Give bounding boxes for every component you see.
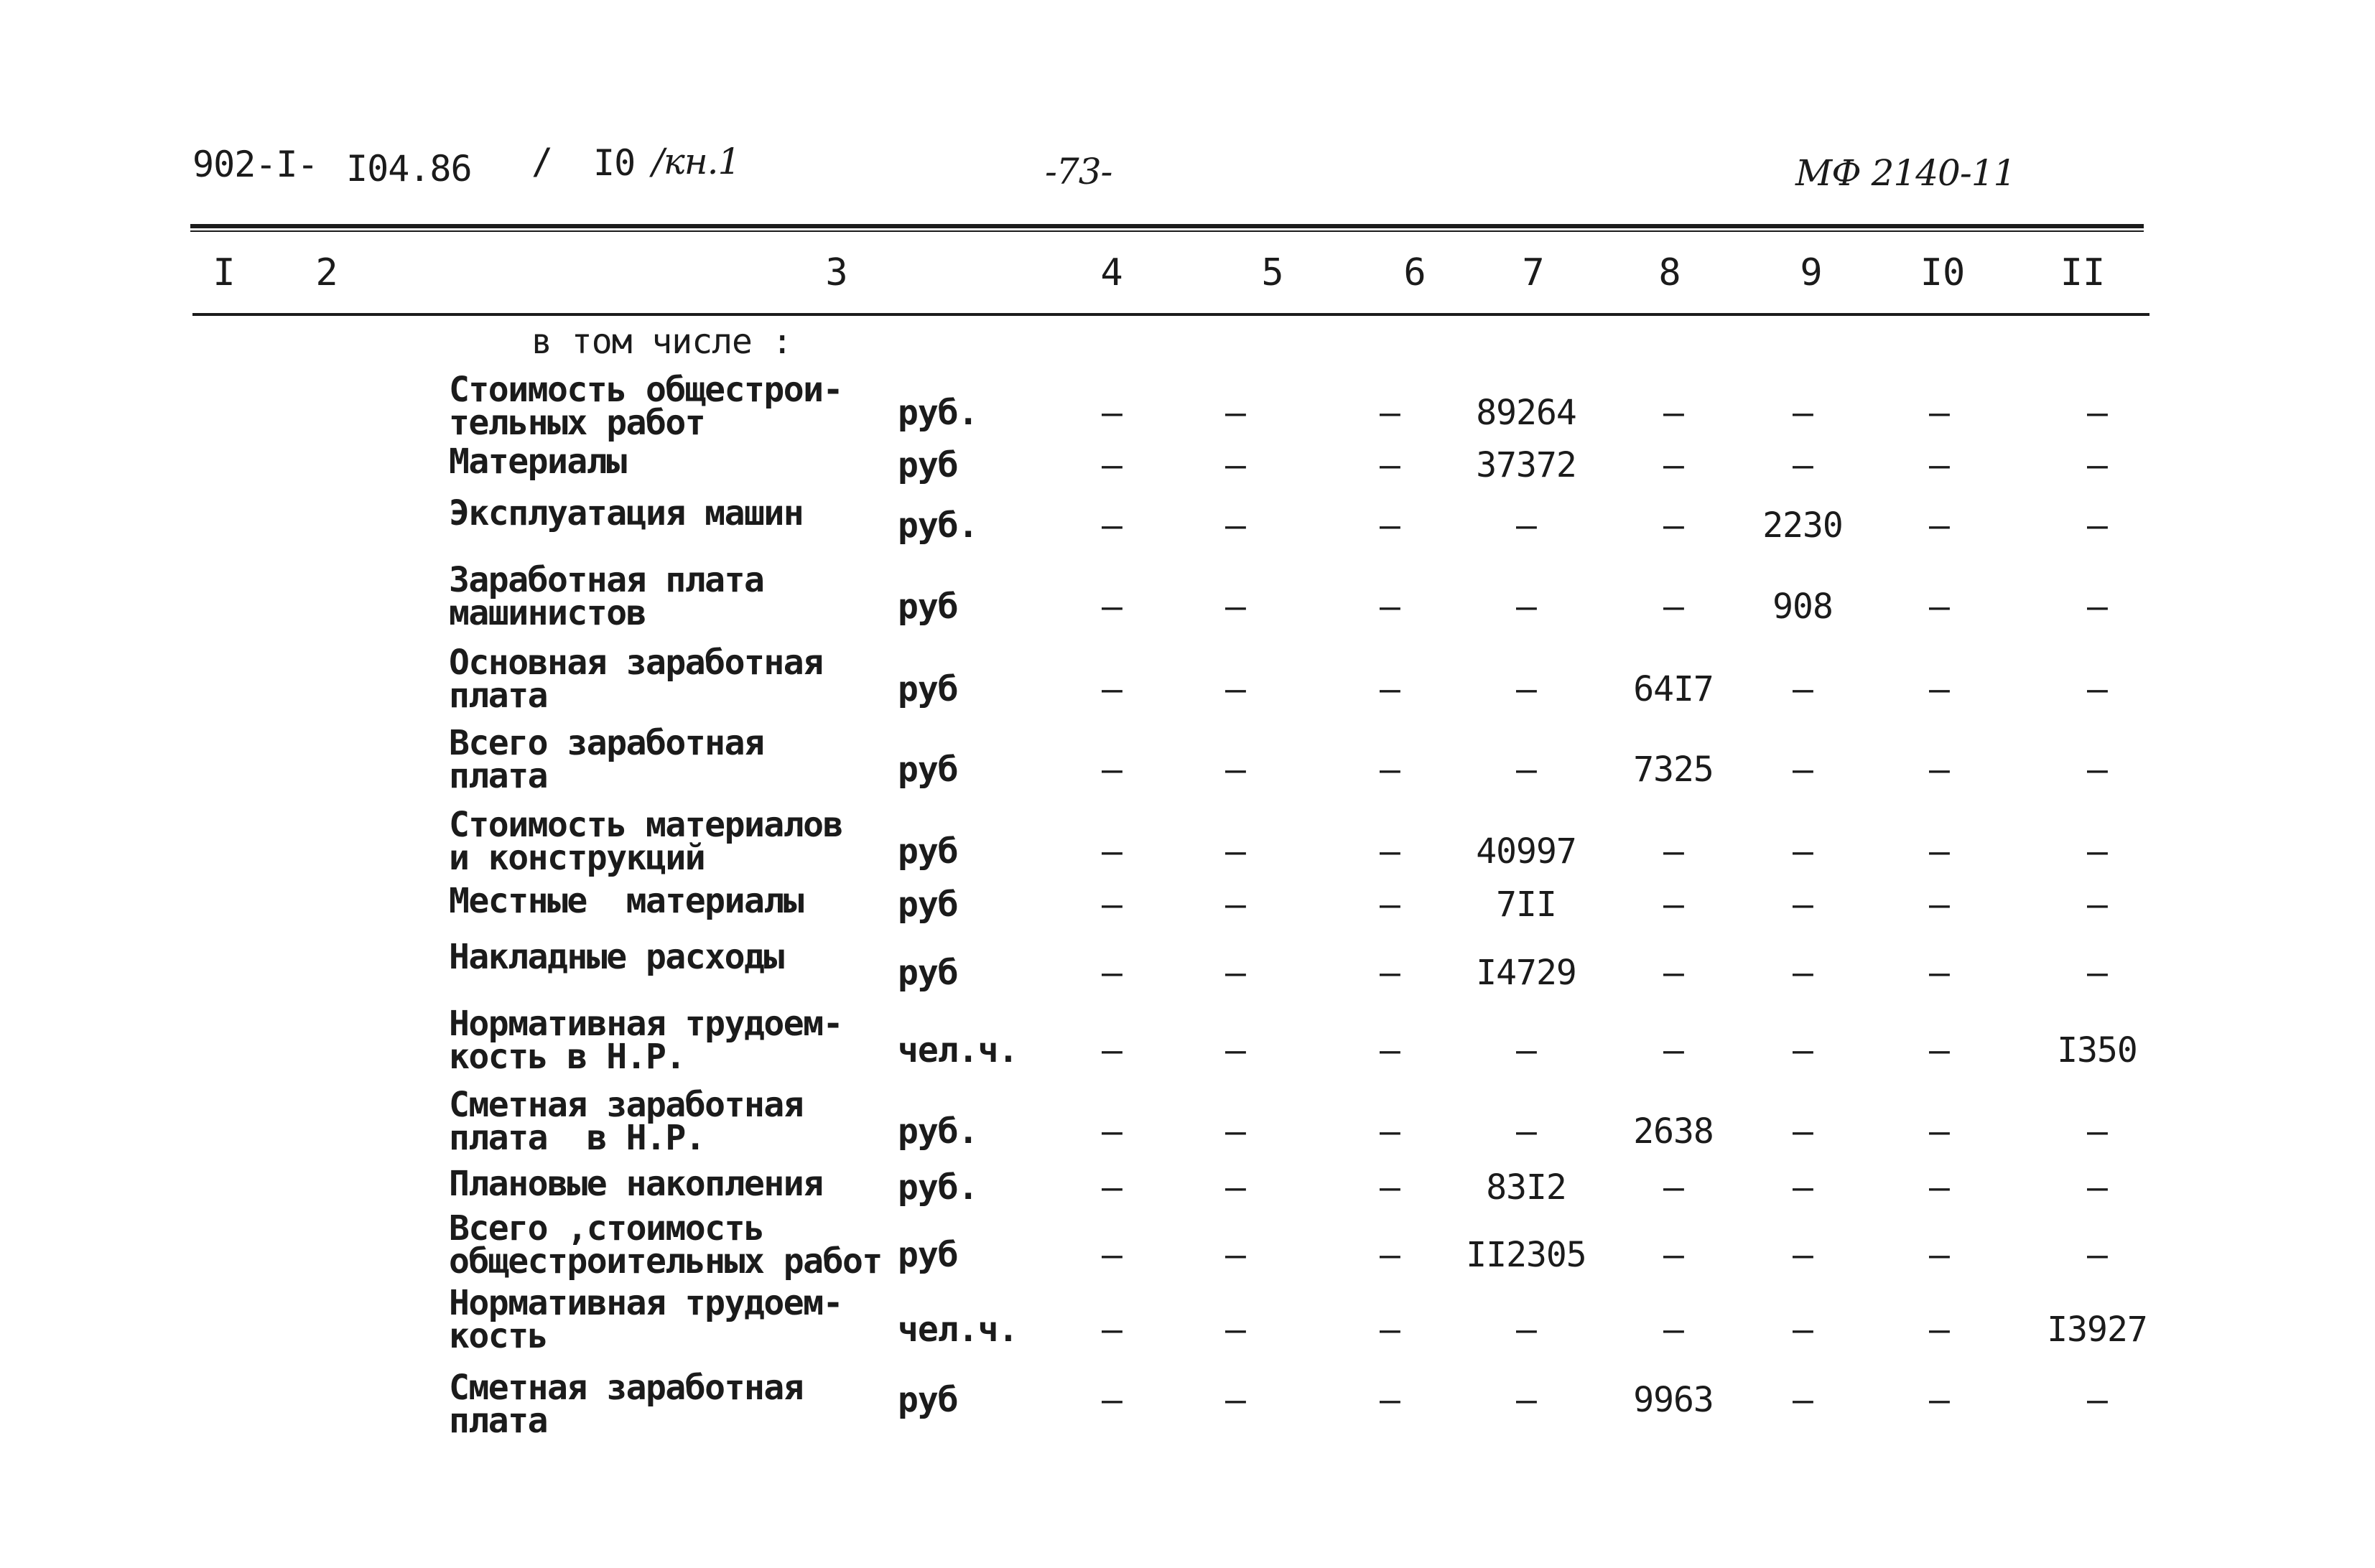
row-value-col-10: – [1929,831,1949,872]
row-value-col-6: – [1380,831,1400,872]
column-header-6: 6 [1403,251,1426,294]
row-item-label: Нормативная трудоем- кость в Н.Р. [449,1004,842,1077]
row-value-col-7: 83I2 [1486,1167,1566,1208]
column-header-11: II [2060,251,2106,294]
row-value-col-10: – [1929,393,1949,433]
row-unit: руб [898,1380,958,1420]
row-unit: руб. [898,505,978,546]
row-value-col-10: – [1929,669,1949,709]
row-value-col-9: – [1793,1030,1813,1070]
row-unit: руб [898,587,958,627]
row-value-col-4: – [1102,445,1122,485]
row-item-label: Нормативная трудоем- кость [449,1283,842,1356]
row-value-col-5: – [1225,1380,1245,1420]
row-value-col-9: – [1793,1310,1813,1350]
row-value-col-7: – [1516,505,1536,546]
row-unit: руб. [898,393,978,433]
row-item-label: Эксплуатация машин [449,493,804,533]
row-value-col-11: – [2087,1380,2107,1420]
column-header-3: 3 [825,251,848,294]
row-value-col-6: – [1380,953,1400,993]
row-value-col-10: – [1929,1310,1949,1350]
row-value-col-5: – [1225,587,1245,627]
row-value-col-7: – [1516,669,1536,709]
row-item-label: Плановые накопления [449,1164,823,1204]
header-bottom-rule [192,313,2149,316]
row-unit: руб [898,669,958,709]
row-value-col-4: – [1102,831,1122,872]
row-value-col-5: – [1225,750,1245,790]
row-unit: чел.ч. [898,1310,1018,1350]
row-value-col-4: – [1102,885,1122,925]
row-unit: руб [898,953,958,993]
row-value-col-8: 2638 [1633,1111,1714,1152]
row-value-col-6: – [1380,445,1400,485]
row-value-col-7: – [1516,750,1536,790]
row-item-label: Материалы [449,442,626,482]
row-value-col-6: – [1380,750,1400,790]
row-value-col-5: – [1225,885,1245,925]
row-value-col-9: – [1793,1167,1813,1208]
row-value-col-8: 64I7 [1633,669,1714,709]
row-value-col-7: II2305 [1466,1235,1586,1275]
row-value-col-4: – [1102,1030,1122,1070]
row-item-label: Сметная заработная плата в Н.Р. [449,1085,804,1158]
row-value-col-7: 89264 [1476,393,1576,433]
row-value-col-11: – [2087,505,2107,546]
row-item-label: Всего ,стоимость общестроительных работ [449,1208,882,1282]
row-value-col-5: – [1225,953,1245,993]
row-value-col-7: – [1516,587,1536,627]
row-value-col-11: – [2087,885,2107,925]
row-value-col-9: 908 [1772,587,1833,627]
row-value-col-10: – [1929,587,1949,627]
row-value-col-7: – [1516,1310,1536,1350]
row-value-col-7: – [1516,1111,1536,1152]
row-value-col-6: – [1380,1380,1400,1420]
row-value-col-10: – [1929,953,1949,993]
row-value-col-11: I3927 [2047,1310,2147,1350]
column-header-1: I [213,251,236,294]
row-value-col-6: – [1380,1111,1400,1152]
row-value-col-8: – [1663,393,1683,433]
row-value-col-5: – [1225,393,1245,433]
row-value-col-11: – [2087,1167,2107,1208]
row-item-label: Всего заработная плата [449,723,764,796]
row-value-col-8: – [1663,505,1683,546]
row-value-col-11: – [2087,445,2107,485]
row-value-col-7: – [1516,1380,1536,1420]
row-value-col-7: – [1516,1030,1536,1070]
row-value-col-4: – [1102,669,1122,709]
row-value-col-7: I4729 [1476,953,1576,993]
row-value-col-10: – [1929,750,1949,790]
row-value-col-8: – [1663,1310,1683,1350]
row-value-col-9: – [1793,831,1813,872]
row-value-col-6: – [1380,393,1400,433]
row-value-col-4: – [1102,505,1122,546]
row-value-col-8: 7325 [1633,750,1714,790]
document-code: 902-I- [192,144,318,185]
row-value-col-6: – [1380,669,1400,709]
row-item-label: Заработная плата машинистов [449,560,764,633]
row-value-col-5: – [1225,1030,1245,1070]
row-value-col-7: 7II [1496,885,1556,925]
row-item-label: Стоимость общестрои- тельных работ [449,370,842,443]
part-number: I0 [593,142,636,184]
row-value-col-5: – [1225,1111,1245,1152]
row-value-col-6: – [1380,885,1400,925]
row-value-col-4: – [1102,587,1122,627]
row-unit: руб [898,1235,958,1275]
row-value-col-4: – [1102,1235,1122,1275]
row-value-col-9: – [1793,393,1813,433]
row-item-label: Местные материалы [449,881,804,921]
row-value-col-8: – [1663,1167,1683,1208]
row-value-col-11: – [2087,393,2107,433]
row-unit: руб. [898,1111,978,1152]
table-top-rule-thin [190,230,2144,232]
row-value-col-6: – [1380,505,1400,546]
row-value-col-11: I350 [2057,1030,2137,1070]
row-value-col-11: – [2087,587,2107,627]
column-header-9: 9 [1800,251,1823,294]
book-note: /кн.1 [652,141,740,182]
row-value-col-10: – [1929,1235,1949,1275]
row-value-col-9: – [1793,1235,1813,1275]
row-value-col-8: – [1663,587,1683,627]
row-value-col-6: – [1380,1310,1400,1350]
row-value-col-10: – [1929,1380,1949,1420]
row-item-label: Накладные расходы [449,937,784,977]
row-value-col-9: – [1793,953,1813,993]
row-item-label: Основная заработная плата [449,643,823,716]
row-value-col-9: – [1793,885,1813,925]
row-value-col-11: – [2087,831,2107,872]
header-slash: / [531,141,553,182]
row-value-col-10: – [1929,1030,1949,1070]
row-value-col-5: – [1225,669,1245,709]
row-value-col-10: – [1929,505,1949,546]
row-value-col-6: – [1380,1167,1400,1208]
row-value-col-4: – [1102,953,1122,993]
row-item-label: Сметная заработная плата [449,1368,804,1441]
row-value-col-10: – [1929,885,1949,925]
row-value-col-8: – [1663,831,1683,872]
row-unit: руб [898,885,958,925]
row-value-col-4: – [1102,750,1122,790]
row-value-col-5: – [1225,1167,1245,1208]
page-number: -73- [1045,151,1112,192]
row-value-col-9: – [1793,445,1813,485]
column-header-4: 4 [1100,251,1123,294]
row-value-col-6: – [1380,1235,1400,1275]
row-value-col-5: – [1225,831,1245,872]
row-value-col-11: – [2087,750,2107,790]
row-value-col-5: – [1225,505,1245,546]
row-value-col-9: – [1793,1380,1813,1420]
column-header-10: I0 [1920,251,1966,294]
row-value-col-11: – [2087,1235,2107,1275]
row-value-col-7: 37372 [1476,445,1576,485]
row-value-col-4: – [1102,1111,1122,1152]
row-value-col-11: – [2087,953,2107,993]
row-value-col-8: – [1663,885,1683,925]
row-unit: руб [898,445,958,485]
row-value-col-4: – [1102,1310,1122,1350]
row-value-col-4: – [1102,1380,1122,1420]
row-value-col-8: – [1663,445,1683,485]
row-value-col-9: 2230 [1762,505,1843,546]
row-item-label: Стоимость материалов и конструкций [449,805,842,878]
row-value-col-11: – [2087,1111,2107,1152]
row-unit: руб [898,831,958,872]
row-value-col-10: – [1929,445,1949,485]
row-value-col-8: – [1663,1235,1683,1275]
row-value-col-5: – [1225,445,1245,485]
row-unit: руб. [898,1167,978,1208]
row-value-col-9: – [1793,669,1813,709]
table-subheading: в том числе : [531,322,792,362]
row-value-col-8: – [1663,1030,1683,1070]
row-value-col-4: – [1102,1167,1122,1208]
row-value-col-10: – [1929,1111,1949,1152]
row-value-col-9: – [1793,1111,1813,1152]
column-header-8: 8 [1658,251,1681,294]
archive-stamp: МФ 2140-11 [1795,152,2016,194]
row-value-col-5: – [1225,1235,1245,1275]
row-value-col-4: – [1102,393,1122,433]
row-value-col-6: – [1380,587,1400,627]
row-value-col-6: – [1380,1030,1400,1070]
row-value-col-8: 9963 [1633,1380,1714,1420]
column-header-7: 7 [1522,251,1545,294]
row-value-col-11: – [2087,669,2107,709]
row-unit: чел.ч. [898,1030,1018,1070]
row-value-col-7: 40997 [1476,831,1576,872]
column-header-2: 2 [315,251,338,294]
row-value-col-9: – [1793,750,1813,790]
column-header-5: 5 [1261,251,1284,294]
row-value-col-8: – [1663,953,1683,993]
row-value-col-10: – [1929,1167,1949,1208]
row-unit: руб [898,750,958,790]
document-number: I04.86 [346,148,472,190]
table-top-rule [190,224,2144,228]
row-value-col-5: – [1225,1310,1245,1350]
